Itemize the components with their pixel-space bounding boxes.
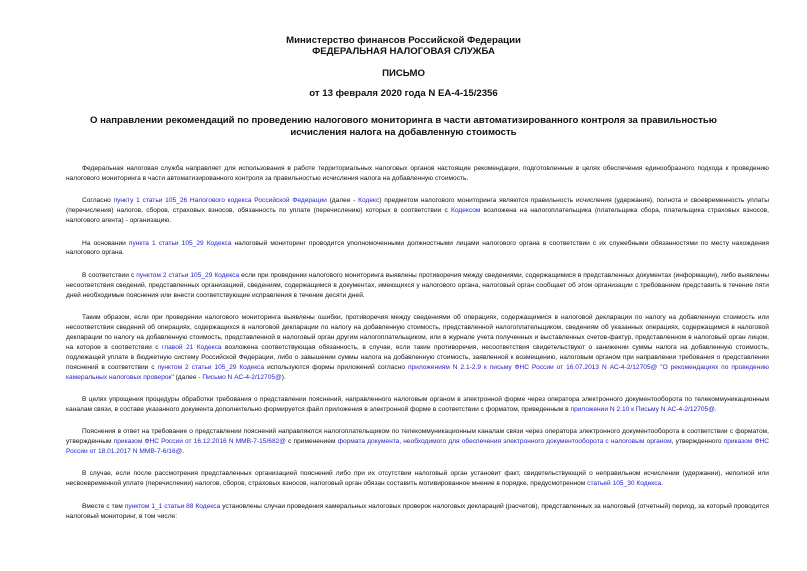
- document-type: ПИСЬМО: [382, 68, 425, 79]
- paragraph-contradictions: В соответствии с пунктом 2 статьи 105_29 Кодекса если при проведении налогового мониторинга выявлены противоречия между сведениями, содержащимися в представленных документах (информации), либо выявлены несоответствия сведений, представленных организацией, сведениям, содержащимся в документах, имеющихся у налогового органа, налоговый орган сообщает об этом организации с требованием представить в течение пяти дней необходимые пояснения или внести соответствующие исправления в течение десяти дней.: [66, 271, 769, 299]
- link-article-105-29-p2-b[interactable]: пунктом 2 статьи 105_29 Кодекса: [157, 363, 265, 371]
- ministry-name: Министерство финансов Российской Федерации: [286, 35, 521, 46]
- link-order-mmv-7-6-16[interactable]: приказом ФНС России от 18.01.2017 N ММВ-7-6/16@: [66, 438, 769, 456]
- paragraph-errors: Таким образом, если при проведении налогового мониторинга выявлены ошибки, противоречия между сведениями об операциях, содержащимися в налоговой декларации по налогу на добавленную стоимость или несоответствия сведений об операциях, содержащихся в налоговой декларации по налогу на добавленную стоимость, представленной налогоплательщиком, сведениям об указанных операциях, содержащимся в налоговой декларации по налогу на добавленную стоимость, представленной в налоговый орган другим налогоплательщиком, или в журнале учета полученных и выставленных счетов-фактур, представленном в налоговый орган лицом, на которое в соответствии с главой 21 Кодекса возложена соответствующая обязанность, в случае, если такие противоречия, несоответствия свидетельствуют о занижении суммы налога на добавленную стоимость, подлежащей уплате в бюджетную систему Российской Федерации, либо о завышении суммы налога на добавленную стоимость, заявленной к возмещению, налоговым органом при направлении требования о представлении пояснений в соответствии с пунктом 2 статьи 105_29 Кодекса используются формы приложений согласно приложениям N 2.1-2.9 к письму ФНС России от 16.07.2013 N АС-4-2/12705@ "О рекомендациях по проведению камеральных налоговых проверок" (далее - Письмо N АС-4-2/12705@).: [66, 314, 769, 381]
- link-appendices-2-1-2-9[interactable]: приложениям N 2.1-2.9 к письму ФНС России от 16.07.2013 N АС-4-2/12705@: [407, 363, 658, 371]
- link-letter-as-4-2[interactable]: Письмо N АС-4-2/12705@: [202, 373, 282, 381]
- link-article-88-p1-1[interactable]: пунктом 1_1 статьи 88 Кодекса: [124, 502, 221, 510]
- link-letter-title[interactable]: "О рекомендациях по проведению камеральных налоговых проверок": [66, 363, 769, 381]
- paragraph-monitoring-officials: На основании пункта 1 статьи 105_29 Кодекса налоговый мониторинг проводится уполномоченными должностными лицами налогового органа в соответствии с их служебными обязанностями по месту нахождения налогового органа.: [66, 239, 769, 257]
- paragraph-subject-of-monitoring: Согласно пункту 1 статьи 105_26 Налогового кодекса Российской Федерации (далее - Кодекс) предметом налогового мониторинга являются правильность исчисления (удержания), полнота и своевременность уплаты (перечисления) налогов, сборов, страховых взносов, обязанность по уплате (перечислению) которых в соответствии с Кодексом возложена на налогоплательщика (плательщика сбора, плательщика страховых взносов, налогового агента) - организацию.: [66, 197, 769, 225]
- paragraph-explanations: Пояснения в ответ на требование о представлении пояснений направляются налогоплательщиком по телекоммуникационным каналам связи через оператора электронного документооборота в соответствии с форматом, утвержденным приказом ФНС России от 16.12.2016 N ММВ-7-15/682@ с применением формата документа, необходимого для обеспечения электронного документооборота с налоговым органом, утвержденного приказом ФНС России от 18.01.2017 N ММВ-7-6/16@.: [66, 428, 769, 456]
- link-appendix-2-10[interactable]: приложении N 2.10 к Письму N АС-4-2/12705@: [570, 405, 715, 413]
- document-body: [66, 164, 769, 534]
- document-date-number: от 13 февраля 2020 года N ЕА-4-15/2356: [309, 88, 498, 99]
- document-subject: О направлении рекомендаций по проведению налогового мониторинга в части автоматизированного контроля за правильностью исчисления налога на добавленную стоимость: [90, 115, 717, 138]
- link-kodeksom[interactable]: Кодексом: [451, 207, 481, 215]
- link-article-105-26[interactable]: пункту 1 статьи 105_26 Налогового кодекса Российской Федерации: [113, 197, 327, 205]
- link-kodeks[interactable]: Кодекс: [358, 197, 380, 205]
- service-name: ФЕДЕРАЛЬНАЯ НАЛОГОВАЯ СЛУЖБА: [312, 46, 495, 57]
- link-chapter-21[interactable]: главой 21 Кодекса: [162, 343, 222, 351]
- paragraph-intro: Федеральная налоговая служба направляет для использования в работе территориальных налоговых органов настоящие рекомендации, подготовленные в целях обеспечения единообразного подхода к проведению налогового мониторинга в части автоматизированного контроля за правильностью исчисления налога на добавленную стоимость.: [66, 165, 769, 182]
- link-article-105-30[interactable]: статьей 105_30 Кодекса: [587, 480, 662, 488]
- link-article-105-29-p2[interactable]: пунктом 2 статьи 105_29 Кодекса: [136, 271, 240, 279]
- link-document-format[interactable]: формата документа, необходимого для обеспечения электронного документооборота с налоговым органом: [337, 438, 672, 446]
- link-article-105-29-p1[interactable]: пункта 1 статьи 105_29 Кодекса: [128, 239, 232, 247]
- link-order-mmv-7-15-682[interactable]: приказом ФНС России от 16.12.2016 N ММВ-7-15/682@: [113, 438, 286, 446]
- paragraph-motivated-opinion: В случае, если после рассмотрения представленных организацией пояснений либо при их отсутствии налоговый орган установит факт, свидетельствующий о неправильном исчислении (удержании), неполной или несвоевременной уплате (перечислении) налогов, сборов, страховых взносов, налоговый орган обязан составить мотивированное мнение в порядке, предусмотренном статьей 105_30 Кодекса.: [66, 470, 769, 488]
- paragraph-desk-audits: Вместе с тем пунктом 1_1 статьи 88 Кодекса установлены случаи проведения камеральных налоговых проверок налоговых деклараций (расчетов), представленных за налоговый (отчетный) период, за который проводится налоговый мониторинг, в том числе:: [66, 502, 769, 520]
- paragraph-electronic-form: В целях упрощения процедуры обработки требования о представлении пояснений, направленного налоговым органом в электронной форме через оператора электронного документооборота по телекоммуникационным каналам связи, в составе указанного документа дополнительно формируется файл приложения в электронной форме в соответствии с форматом, приведенным в приложении N 2.10 к Письму N АС-4-2/12705@.: [66, 395, 769, 413]
